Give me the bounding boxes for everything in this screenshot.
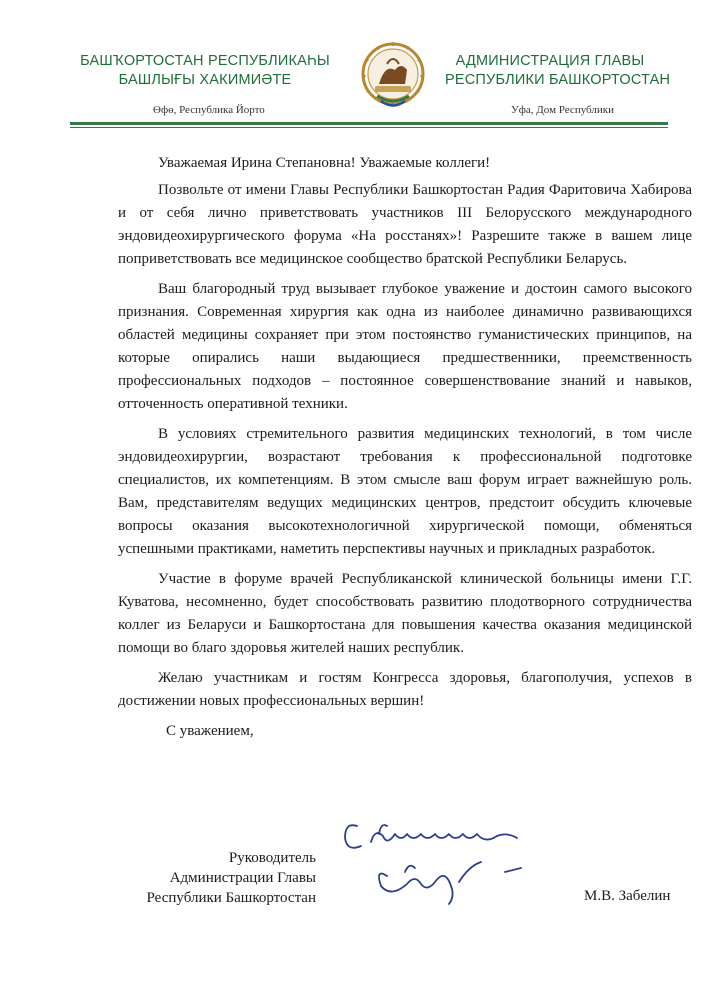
letter-body xyxy=(118,152,692,750)
signatory-title-line3: Республики Башкортостан xyxy=(146,890,316,906)
letterhead-left-title xyxy=(70,52,340,90)
letter-paragraph: Желаю участникам и гостям Конгресса здоровья, благополучия, успехов в достижении новых профессиональных вершин! xyxy=(118,670,692,709)
handwritten-signature xyxy=(335,812,535,912)
letterhead-right-title xyxy=(445,52,671,90)
signatory-name: М.В. Забелин xyxy=(584,888,671,904)
letterhead-rule-thin xyxy=(70,127,668,128)
signatory-title xyxy=(118,848,316,908)
letter-paragraph: Ваш благородный труд вызывает глубокое уважение и достоин самого высокого признания. Современная хирургия как одна из наиболее динамично развивающихся областей медицины сохраняет при этом постоянство гуманистических принципов, на которые опирались наши выдающиеся предшественники, преемственность профессиональных подходов – постоянное совершенствование знаний и навыков, отточенность оперативной техники. xyxy=(118,281,692,412)
letterhead-right-line1: АДМИНИСТРАЦИЯ ГЛАВЫ xyxy=(455,53,645,69)
letterhead-left-line1: БАШҠОРТОСТАН РЕСПУБЛИКАҺЫ xyxy=(80,53,330,69)
letter-paragraph: Позвольте от имени Главы Республики Башкортостан Радия Фаритовича Хабирова и от себя лично приветствовать участников III Белорусского международного эндовидеохирургического форума «На росстанях»! Разрешите также в вашем лице поприветствовать все медицинское сообщество братской Республики Беларусь. xyxy=(118,182,692,267)
letter-paragraph: В условиях стремительного развития медицинских технологий, в том числе эндовидеохирургии, возрастают требования к профессиональной подготовке специалистов, их компетенциям. В этом смысле ваш форум играет важнейшую роль. Вам, представителям ведущих медицинских центров, предстоит обсудить ключевые вопросы оказания высокотехнологичной хирургической помощи, обменяться успешными практиками, наметить перспективы научных и прикладных разработок. xyxy=(118,426,692,557)
emblem-icon xyxy=(361,40,425,112)
letter-closing: С уважением, xyxy=(166,723,254,739)
signatory-title-line1: Руководитель xyxy=(228,850,316,866)
letterhead-right-line2: РЕСПУБЛИКИ БАШКОРТОСТАН xyxy=(445,72,671,88)
letter-paragraph: Участие в форуме врачей Республиканской клинической больницы имени Г.Г. Куватова, несомненно, будет способствовать развитию плодотворного сотрудничества коллег из Беларуси и Башкортостана для повышения качества оказания медицинской помощи во благо здоровья жителей наших республик. xyxy=(118,571,692,656)
letterhead-left-line2: БАШЛЫҒЫ ХАКИМИӘТЕ xyxy=(118,72,292,88)
letterhead-left-city: Өфө, Республика Йорто xyxy=(153,104,265,116)
letterhead-right-city: Уфа, Дом Республики xyxy=(511,104,614,116)
signatory-title-line2: Администрации Главы xyxy=(169,870,316,886)
letterhead-rule-thick xyxy=(70,122,668,125)
letter-greeting: Уважаемая Ирина Степановна! Уважаемые коллеги! xyxy=(158,155,491,171)
